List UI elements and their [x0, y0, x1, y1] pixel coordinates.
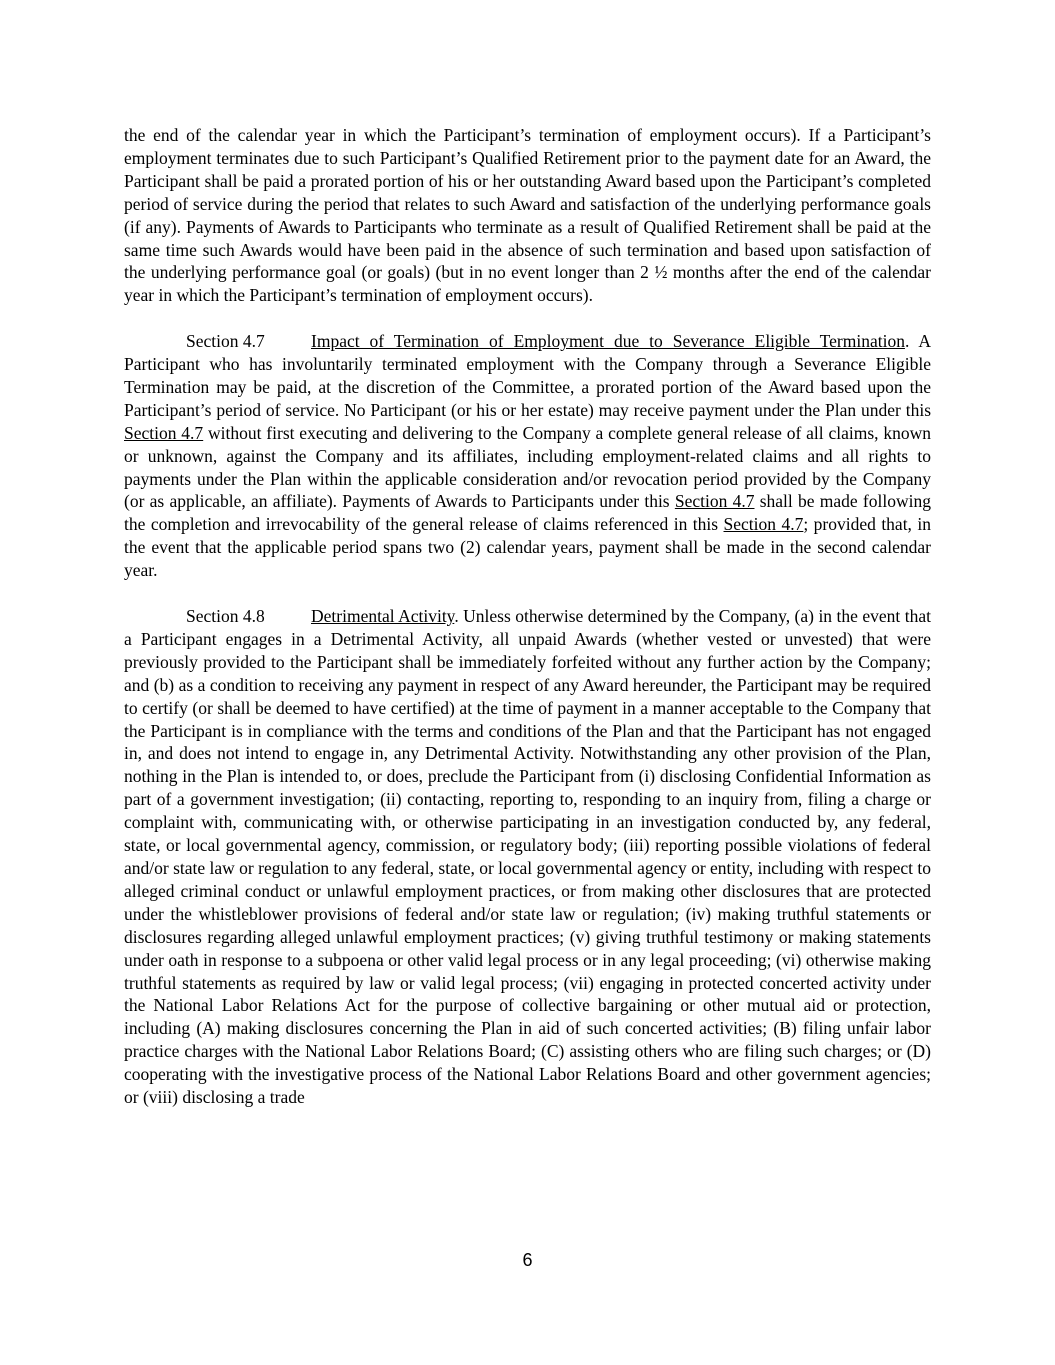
section-text: without first executing and delivering to the Company a complete general release of all claims, known or unknown, against the Company and its affiliates, including employment-related claims and all rights to payments under the Plan within the applicable consideration and/or revocation period provided by the Company (or as applicable, an affiliate). Payments of Awards to Participants under this	[124, 422, 931, 512]
paragraph-text: the end of the calendar year in which the Participant’s termination of employment occurs). If a Participant’s employment terminates due to such Participant’s Qualified Retirement prior to the payment date for an Award, the Participant shall be paid a prorated portion of his or her outstanding Award based upon the Participant’s completed period of service during the period that relates to such Award and satisfaction of the underlying performance goals (if any). Payments of Awards to Participants who terminate as a result of Qualified Retirement shall be paid at the same time such Awards would have been paid in the absence of such termination and based upon satisfaction of the underlying performance goal (or goals) (but in no event longer than 2 ½ months after the end of the calendar year in which the Participant’s termination of employment occurs).	[124, 125, 931, 306]
section-heading: Impact of Termination of Employment due to Severance Eligible Termination	[311, 331, 905, 352]
section-number: Section 4.8	[186, 606, 265, 626]
section-text: . Unless otherwise determined by the Company, (a) in the event that a Participant engages in a Detrimental Activity, all unpaid Awards (whether vested or unvested) that were previously provided to the Participant shall be immediately forfeited without any further action by the Company; and (b) as a condition to receiving any payment in respect of any Award hereunder, the Participant may be required to certify (or shall be deemed to have certified) at the time of payment in a manner acceptable to the Company that the Participant is in compliance with the terms and conditions of the Plan and that the Participant has not engaged in, and does not intend to engage in, any Detrimental Activity. Notwithstanding any other provision of the Plan, nothing in the Plan is intended to, or does, preclude the Participant from (i) disclosing Confidential Information as part of a government investigation; (ii) contacting, reporting to, responding to an inquiry from, filing a charge or complaint with, communicating with, or otherwise participating in an investigation conducted by, any federal, state, or local governmental agency, commission, or regulatory body; (iii) reporting possible violations of federal and/or state law or regulation to any federal, state, or local governmental agency or entity, including with respect to alleged criminal conduct or unlawful employment practices, or from making other disclosures that are protected under the whistleblower provisions of federal and/or state law or regulation; (iv) making truthful statements or disclosures regarding alleged unlawful employment practices; (v) giving truthful testimony or making statements under oath in response to a subpoena or other valid legal process or in any legal proceeding; (vi) otherwise making truthful statements as required by law or valid legal process; (vii) engaging in protected concerted activity under the National Labor Relations Act for the purpose of collective bargaining or other mutual aid or protection, including (A) making disclosures concerning the Plan in aid of such concerted activities; (B) filing unfair labor practice charges with the National Labor Relations Board; (C) assisting others who are filing such charges; or (D) cooperating with the investigative process of the National Labor Relations Board and other government agencies; or (viii) disclosing a trade	[124, 606, 931, 1108]
document-page	[124, 124, 931, 1109]
section-cross-reference: Section 4.7	[124, 422, 204, 443]
section-cross-reference: Section 4.7	[723, 514, 804, 535]
section-number: Section 4.7	[186, 331, 265, 352]
page-number: 6	[522, 1250, 533, 1270]
section-text: ; provided that, in the event that the applicable period spans two (2) calendar years, payment shall be made in the second calendar year.	[124, 514, 931, 581]
section-text: shall be made following the completion and irrevocability of the general release of claims referenced in this	[124, 491, 931, 535]
section-text: . A Participant who has involuntarily terminated employment with the Company through a Severance Eligible Termination may be paid, at the discretion of the Committee, a prorated portion of the Award based upon the Participant’s period of service. No Participant (or his or her estate) may receive payment under the Plan under this	[124, 331, 931, 420]
section-4-7	[124, 330, 931, 582]
section-4-8	[124, 605, 931, 1109]
section-cross-reference: Section 4.7	[674, 491, 755, 512]
paragraph-qualified-retirement	[124, 124, 931, 307]
section-heading: Detrimental Activity	[311, 606, 455, 626]
